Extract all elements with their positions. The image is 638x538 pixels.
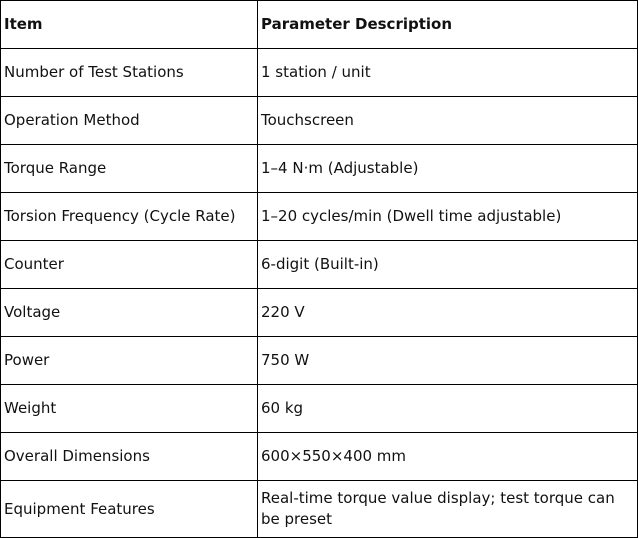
row-value: 1 station / unit xyxy=(258,49,638,97)
row-value: Touchscreen xyxy=(258,97,638,145)
row-label: Voltage xyxy=(1,289,258,337)
table-row xyxy=(1,481,638,538)
row-label: Overall Dimensions xyxy=(1,433,258,481)
table-row xyxy=(1,241,638,289)
table-row xyxy=(1,49,638,97)
row-label: Torque Range xyxy=(1,145,258,193)
table-row xyxy=(1,289,638,337)
header-item: Item xyxy=(1,1,258,49)
row-label: Counter xyxy=(1,241,258,289)
row-label: Equipment Features xyxy=(1,481,258,538)
table-row xyxy=(1,97,638,145)
table-row xyxy=(1,145,638,193)
row-label: Number of Test Stations xyxy=(1,49,258,97)
row-value: 6-digit (Built-in) xyxy=(258,241,638,289)
row-value: 600×550×400 mm xyxy=(258,433,638,481)
row-label: Torsion Frequency (Cycle Rate) xyxy=(1,193,258,241)
row-label: Weight xyxy=(1,385,258,433)
row-value: Real-time torque value display; test torque can be preset xyxy=(258,481,638,538)
row-value: 220 V xyxy=(258,289,638,337)
row-value: 60 kg xyxy=(258,385,638,433)
row-value: 750 W xyxy=(258,337,638,385)
header-parameter-description: Parameter Description xyxy=(258,1,638,49)
row-value: 1–20 cycles/min (Dwell time adjustable) xyxy=(258,193,638,241)
table-header-row xyxy=(1,1,638,49)
row-value: 1–4 N·m (Adjustable) xyxy=(258,145,638,193)
table-row xyxy=(1,193,638,241)
table-row xyxy=(1,385,638,433)
table-row xyxy=(1,433,638,481)
table-row xyxy=(1,337,638,385)
row-label: Power xyxy=(1,337,258,385)
row-label: Operation Method xyxy=(1,97,258,145)
